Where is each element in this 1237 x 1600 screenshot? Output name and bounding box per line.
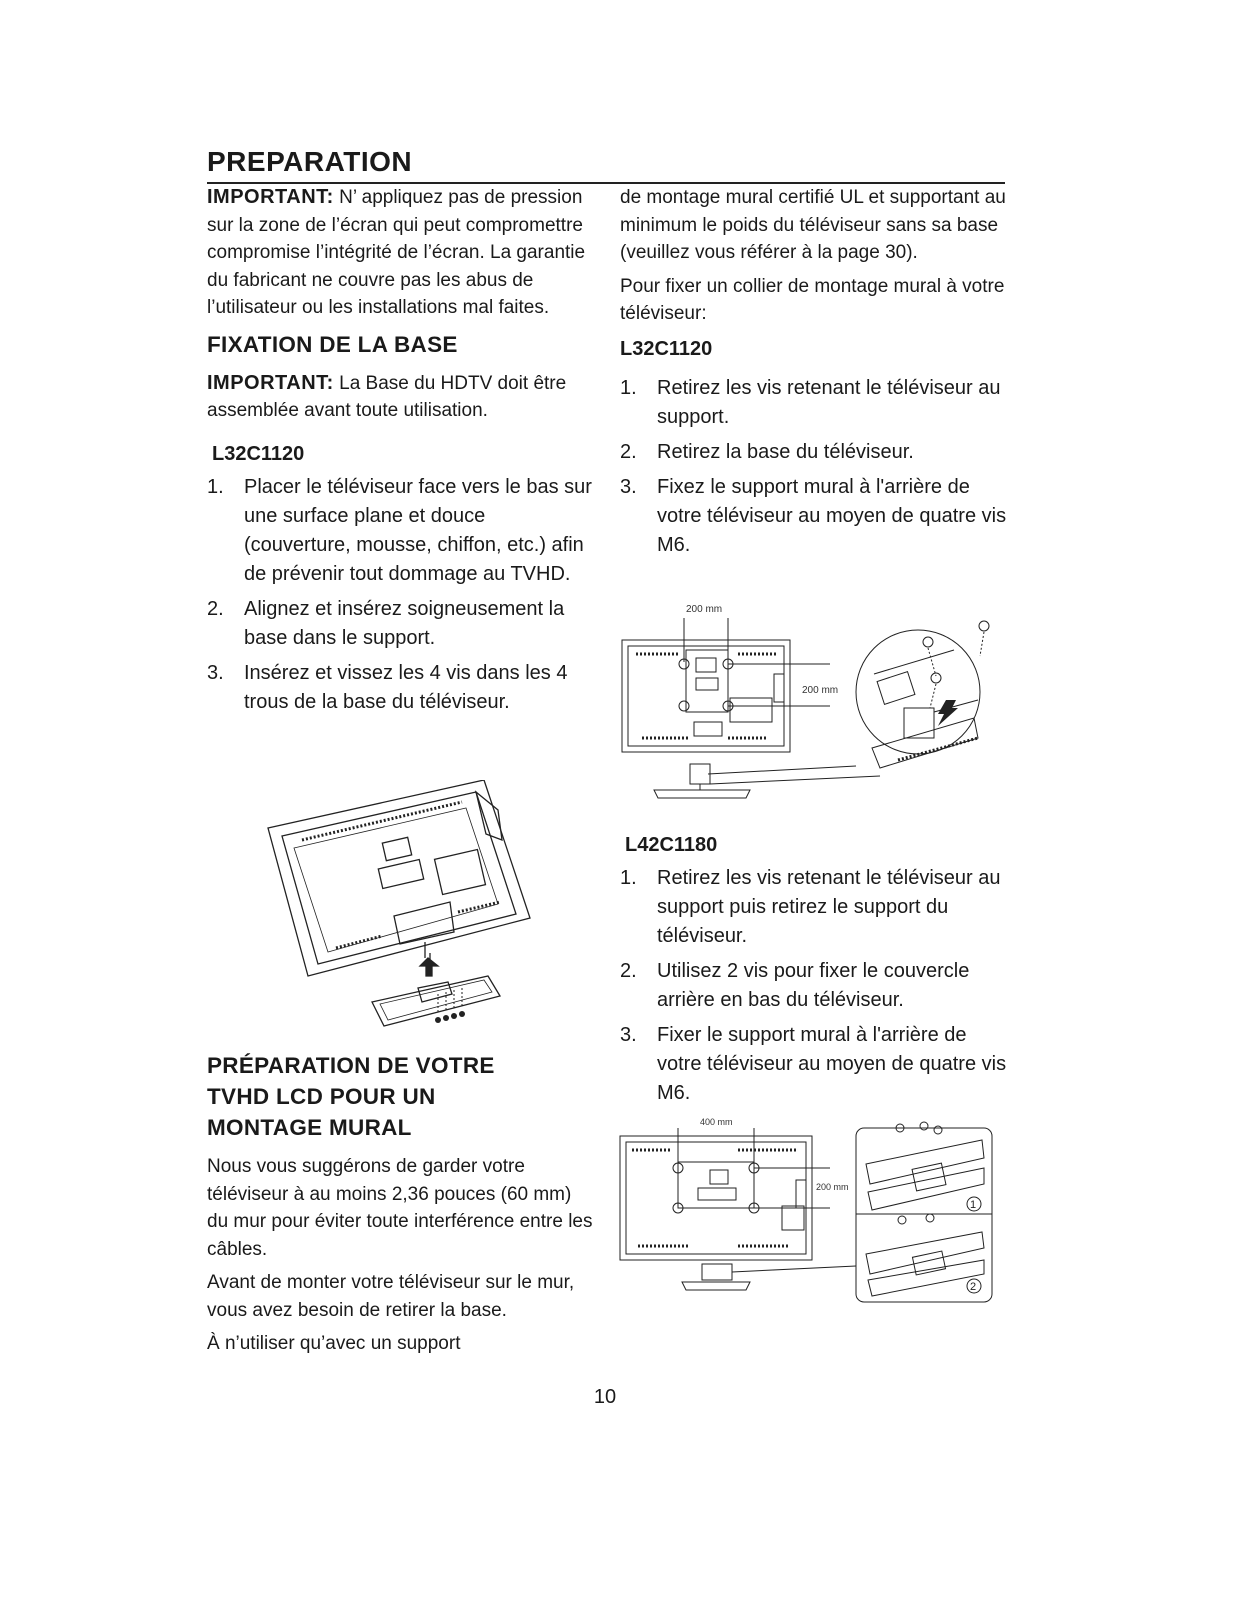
page-number: 10 — [593, 1386, 617, 1408]
wall-steps-list-l42 — [620, 864, 1012, 1108]
step-text: Fixez le support mural à l'arrière de votre téléviseur au moyen de quatre vis M6. — [657, 475, 1007, 556]
heading-fixation-base: FIXATION DE LA BASE — [207, 331, 458, 357]
paragraph: À n’utiliser qu’avec un support — [207, 1333, 461, 1354]
step-number: 3. — [620, 475, 637, 498]
list-item — [620, 1021, 1012, 1108]
model-heading: L42C1180 — [625, 834, 718, 856]
list-item — [620, 957, 1012, 1015]
step-number: 2. — [620, 440, 637, 463]
important-note — [207, 184, 597, 322]
step-text: Retirez la base du téléviseur. — [657, 440, 914, 463]
list-item — [620, 864, 1012, 951]
wall-mount-section — [207, 1050, 597, 1364]
step-number-label: 2 — [970, 1281, 977, 1293]
page-title: PREPARATION — [207, 146, 413, 177]
dimension-label-top: 400 mm — [700, 1117, 733, 1127]
list-item — [207, 595, 597, 653]
list-item — [620, 438, 1012, 467]
step-text: Alignez et insérez soigneusement la base dans le support. — [244, 597, 565, 649]
step-number: 3. — [620, 1024, 637, 1046]
wall-steps-list-l32 — [620, 374, 1012, 560]
step-text: Insérez et vissez les 4 vis dans les 4 trous de la base du téléviseur. — [244, 661, 568, 713]
important-text: La Base du HDTV doit être assemblée avant toute utilisation. — [207, 372, 567, 421]
important-note-base — [207, 370, 597, 425]
model-heading: L32C1120 — [620, 337, 713, 360]
dimension-label-side: 200 mm — [802, 685, 839, 696]
important-text: N’ appliquez pas de pression sur la zone de l’écran qui peut compromettre compromise l’intégrité de l’écran. La garantie du fabricant ne couvre pas les abus de l’utilisateur ou les installations mal faites. — [207, 187, 586, 318]
step-number: 1. — [620, 867, 637, 889]
step-text: Placer le téléviseur face vers le bas sur une surface plane et douce (couverture, mousse, chiffon, etc.) afin de prévenir tout dommage au TVHD. — [244, 475, 592, 585]
paragraph: Pour fixer un collier de montage mural à votre téléviseur: — [620, 275, 1005, 324]
model-heading: L32C1120 — [212, 442, 305, 465]
important-label: IMPORTANT: — [207, 371, 334, 394]
step-number: 1. — [207, 475, 224, 498]
step-number: 2. — [207, 597, 224, 620]
arrow-icon — [938, 700, 958, 726]
list-item — [620, 473, 1012, 560]
base-attachment-illustration — [262, 780, 552, 1038]
list-item — [207, 473, 597, 589]
paragraph: Nous vous suggérons de garder votre téléviseur à au moins 2,36 pouces (60 mm) du mur pour éviter toute interférence entre les câbles. — [207, 1156, 593, 1260]
base-steps-list — [207, 473, 597, 717]
heading-wall-mount: PRÉPARATION DE VOTRE TVHD LCD POUR UN MONTAGE MURAL — [207, 1053, 495, 1140]
step-number-label: 1 — [970, 1199, 977, 1211]
right-column — [620, 184, 1012, 566]
left-column — [207, 184, 597, 723]
paragraph: de montage mural certifié UL et supportant au minimum le poids du téléviseur sans sa base (veuillez vous référer à la page 30). — [620, 187, 1006, 263]
step-text: Retirez les vis retenant le téléviseur au support. — [657, 376, 1001, 428]
important-label: IMPORTANT: — [207, 186, 334, 208]
step-number: 2. — [620, 960, 637, 982]
l42-section — [620, 830, 1012, 1114]
paragraph: Avant de monter votre téléviseur sur le mur, vous avez besoin de retirer la base. — [207, 1272, 575, 1321]
step-text: Fixer le support mural à l'arrière de votre téléviseur au moyen de quatre vis M6. — [657, 1024, 1007, 1104]
list-item — [207, 659, 597, 717]
list-item — [620, 374, 1012, 432]
dimension-label-side: 200 mm — [816, 1182, 849, 1192]
dimension-label-top: 200 mm — [686, 604, 723, 615]
step-number: 3. — [207, 661, 224, 684]
step-text: Retirez les vis retenant le téléviseur au support puis retirez le support du téléviseur. — [657, 867, 1001, 947]
step-number: 1. — [620, 376, 637, 399]
wall-mount-diagram-l32 — [618, 598, 1010, 804]
wall-mount-diagram-l42 — [618, 1114, 998, 1306]
step-text: Utilisez 2 vis pour fixer le couvercle arrière en bas du téléviseur. — [657, 960, 970, 1011]
